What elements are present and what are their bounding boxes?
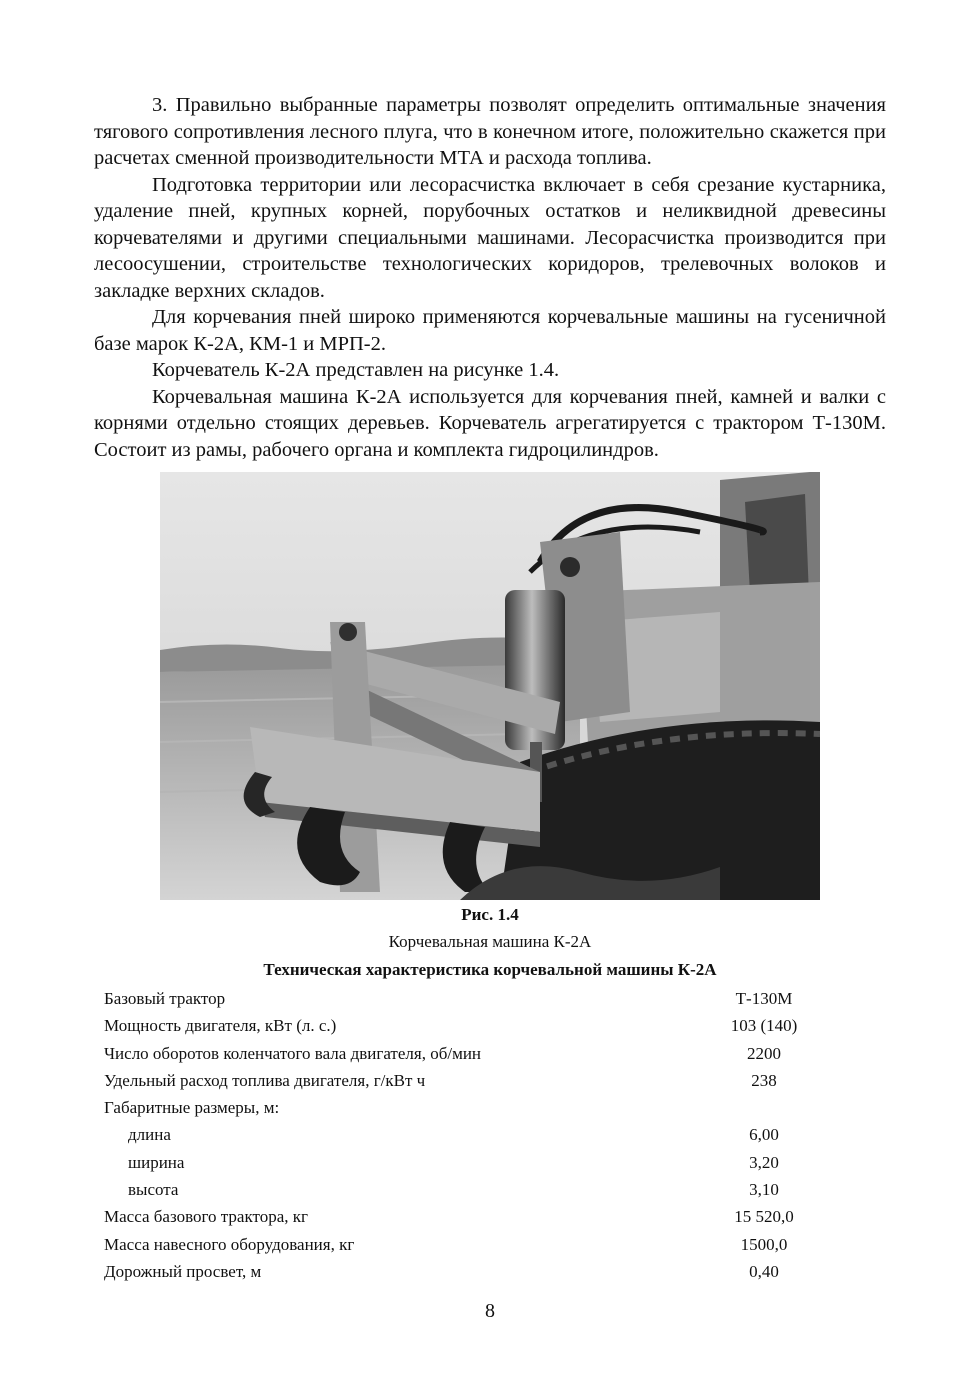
paragraph-1: 3. Правильно выбранные параметры позволят определить оптимальные значения тягового сопротивления лесного плуга, что в конечном итоге, положительно скажется при расчетах сменной производительности МТА и расхода топлива.: [94, 94, 886, 169]
spec-row: [104, 1231, 844, 1258]
spec-value: 6,00: [749, 1125, 779, 1145]
spec-value: Т-130М: [735, 989, 793, 1008]
spec-value: 1500,0: [740, 1234, 788, 1254]
spec-label: Габаритные размеры, м:: [104, 1098, 280, 1118]
spec-row: [104, 1203, 844, 1230]
page-number: 8: [485, 1300, 495, 1322]
spec-row: [104, 1258, 844, 1285]
spec-label: Масса базового трактора, кг: [104, 1207, 308, 1227]
spec-row: [104, 1040, 844, 1067]
spec-label: Дорожный просвет, м: [104, 1261, 262, 1281]
spec-row: [104, 1149, 844, 1176]
spec-value: 2200: [747, 1043, 781, 1063]
stump-puller-photo: [160, 472, 820, 900]
spec-label: высота: [128, 1180, 179, 1200]
figure-label: Рис. 1.4: [461, 905, 519, 924]
body-text: [94, 92, 886, 463]
paragraph-4: Корчеватель К-2А представлен на рисунке 1.4.: [152, 359, 560, 381]
spec-label: Мощность двигателя, кВт (л. с.): [104, 1016, 337, 1036]
paragraph-3: Для корчевания пней широко применяются корчевальные машины на гусеничной базе марок К-2А, КМ-1 и МРП-2.: [94, 306, 886, 355]
spec-label: Удельный расход топлива двигателя, г/кВт ч: [104, 1070, 426, 1090]
spec-value: 3,20: [749, 1152, 779, 1172]
spec-row: [104, 985, 844, 1012]
spec-row: [104, 1012, 844, 1039]
paragraph-2: Подготовка территории или лесорасчистка включает в себя срезание кустарника, удаление пней, крупных корней, порубочных остатков и неликвидной древесины корчевателями и другими специальными машинами. Лесорасчистка производится при лесоосушении, строительстве технологических коридоров, трелевочных волоков и закладке верхних складов.: [94, 173, 886, 302]
spec-value: 15 520,0: [734, 1207, 794, 1227]
spec-label: Число оборотов коленчатого вала двигателя, об/мин: [104, 1043, 482, 1063]
spec-label: Базовый трактор: [104, 989, 226, 1008]
figure-photo-stump-puller: [160, 472, 820, 900]
spec-label: длина: [128, 1125, 171, 1145]
spec-label: ширина: [128, 1152, 185, 1172]
spec-table-title: Техническая характеристика корчевальной машины К-2А: [263, 960, 717, 979]
spec-row: [104, 1067, 844, 1094]
paragraph-5: Корчевальная машина К-2А используется для корчевания пней, камней и валки с корнями отдельно стоящих деревьев. Корчеватель агрегатируется с трактором Т-130М. Состоит из рамы, рабочего органа и комплекта гидроцилиндров.: [94, 385, 886, 461]
spec-value: 3,10: [749, 1180, 779, 1200]
figure-caption: Корчевальная машина К-2А: [388, 932, 592, 951]
spec-value: 238: [751, 1070, 777, 1090]
spec-row: [104, 1094, 844, 1121]
spec-table: [104, 985, 844, 1285]
spec-row: [104, 1121, 844, 1148]
spec-value: 0,40: [749, 1261, 779, 1281]
spec-label: Масса навесного оборудования, кг: [104, 1234, 355, 1254]
spec-row: [104, 1176, 844, 1203]
spec-value: 103 (140): [730, 1016, 798, 1036]
